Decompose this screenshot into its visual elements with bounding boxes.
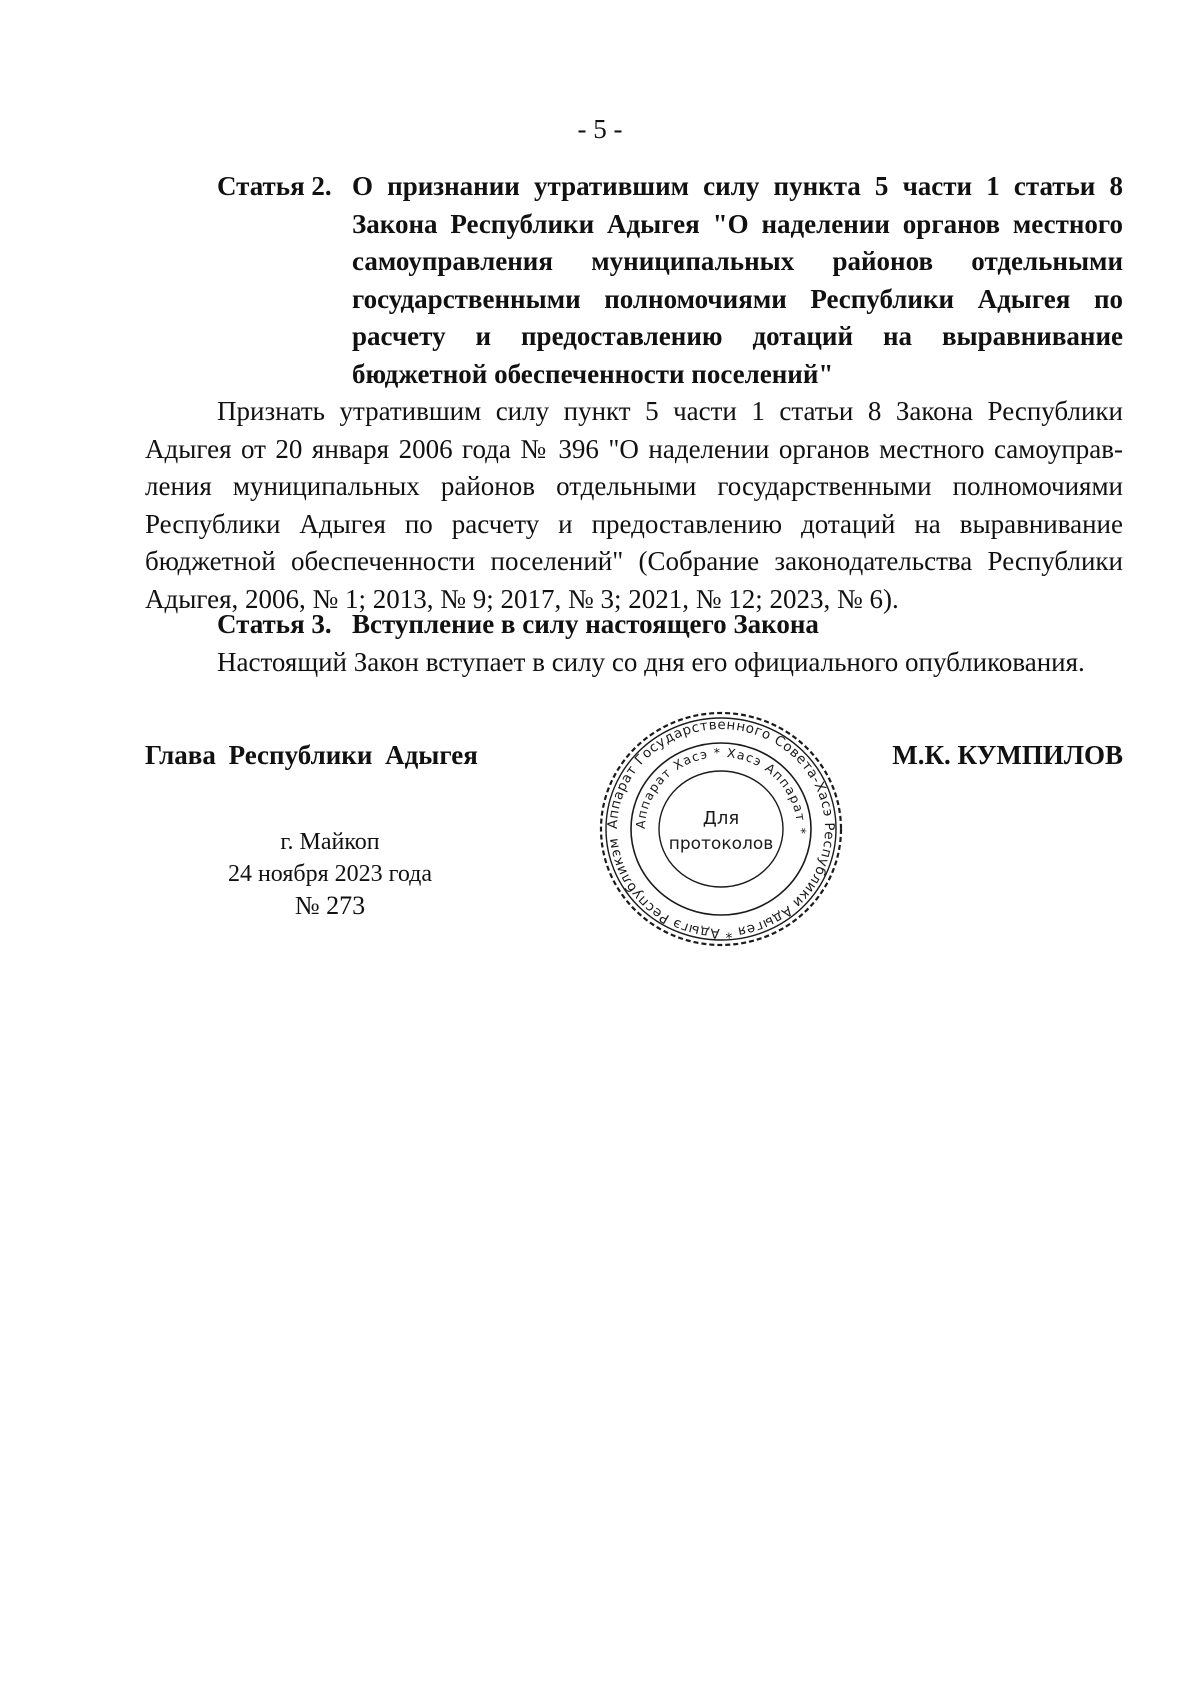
city: г. Майкоп bbox=[280, 829, 380, 855]
law-number: № 273 bbox=[294, 891, 366, 920]
law-date: 24 ноября 2023 года bbox=[227, 861, 433, 887]
signer-name: М.К. КУМПИЛОВ bbox=[892, 740, 1123, 770]
article-3-body: Настоящий Закон вступает в силу со дня его официального опубликования. bbox=[217, 646, 1085, 677]
article-3-label: Статья 3. bbox=[217, 609, 332, 639]
seal-outer-text: Аппарат Государственного Совета-Хасэ Республики Адыгея * Адыгэ Республикэм bbox=[604, 716, 838, 942]
article-3-heading bbox=[145, 606, 1123, 644]
page-number: - 5 - bbox=[577, 114, 623, 144]
official-seal-stamp bbox=[596, 708, 846, 950]
seal-center-line-1: Для bbox=[702, 808, 740, 829]
article-3-title: Вступление в силу настоящего Закона bbox=[352, 609, 819, 639]
place-date-block bbox=[210, 826, 450, 922]
seal-center-line-2: протоколов bbox=[668, 834, 774, 854]
article-2-body: Признать утратившим силу пункт 5 части 1 статьи 8 Закона Республики Адыгея от 20 января 2006 года № 396 "О наделении органов местного самоуправления муниципальных районов отдельными государственными полномочиями Республики Адыгея по расчету и предоставлению дотаций на выравнивание бюджетной обеспеченности поселений" (Собрание законодательства Республики Адыгея, 2006, № 1; 2013, № 9; 2017, № 3; 2021, № 12; 2023, № 6). bbox=[145, 396, 1123, 614]
seal-inner-text: Аппарат Хасэ * Хасэ Аппарат * bbox=[632, 744, 810, 836]
article-2-label: Статья 2. bbox=[217, 171, 332, 201]
article-2-title: О признании утратившим силу пункта 5 части 1 статьи 8 Закона Республики Адыгея "О наделении органов местного самоуправления муниципальных районов отдельными государственными полномочиями Республики Адыгея по расчету и предоставлению дотаций на выравнивание бюджетной обеспеченности поселений" bbox=[352, 171, 1123, 389]
article-3 bbox=[145, 606, 1123, 681]
article-2-heading bbox=[145, 168, 1123, 393]
article-2 bbox=[145, 168, 1123, 618]
signer-title: Глава Республики Адыгея bbox=[145, 740, 478, 770]
